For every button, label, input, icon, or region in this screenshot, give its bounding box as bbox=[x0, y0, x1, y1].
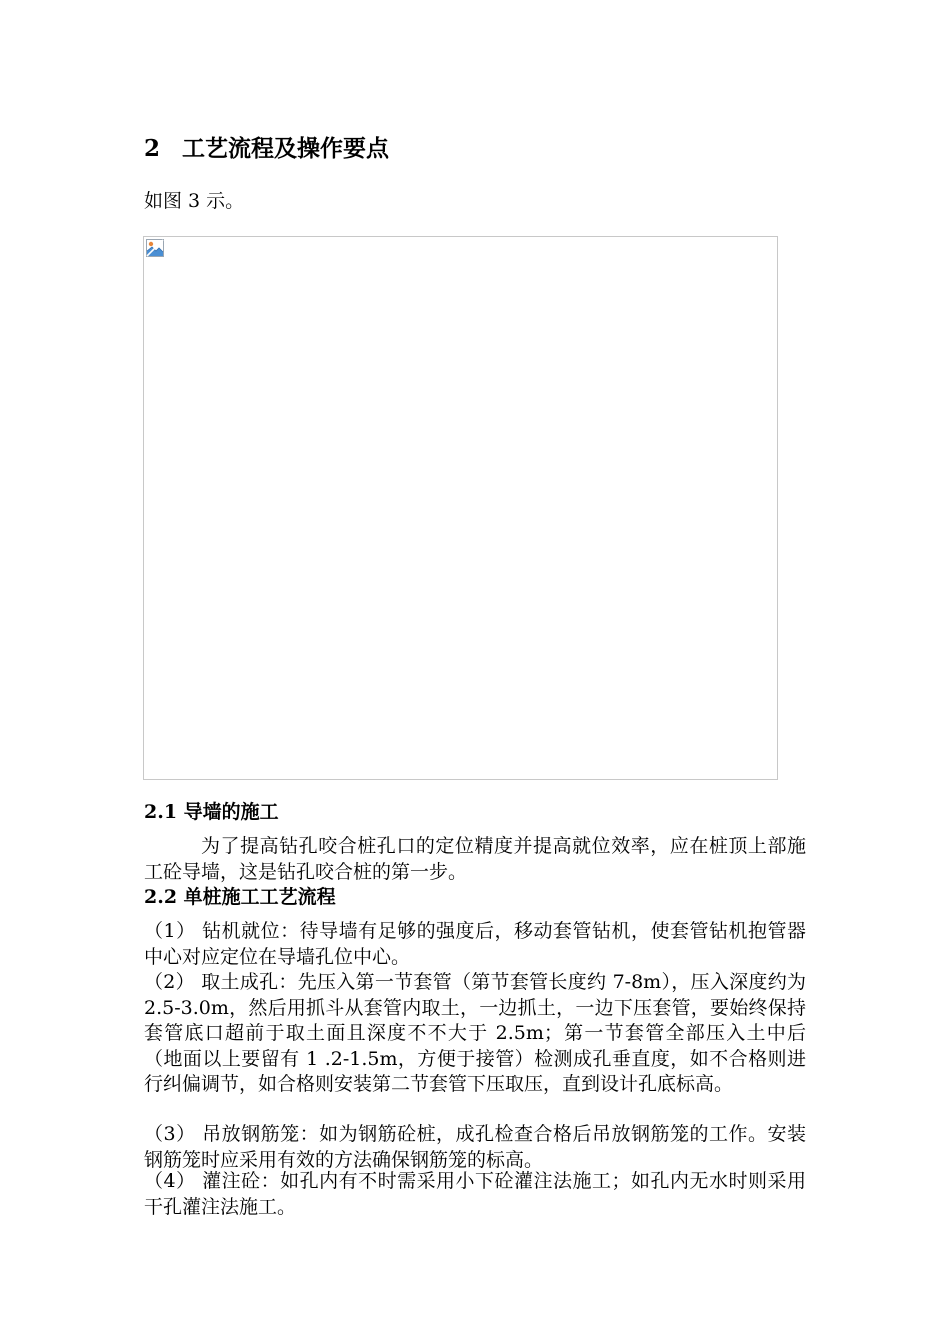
section-number: 2 bbox=[144, 135, 161, 162]
step-1: （1） 钻机就位：待导墙有足够的强度后，移动套管钻机，使套管钻机抱管器中心对应定位在导墙孔位中心。 bbox=[144, 920, 806, 968]
step-4: （4） 灌注砼：如孔内有不时需采用小下砼灌注法施工；如孔内无水时则采用干孔灌注法施工。 bbox=[144, 1170, 806, 1218]
figure-placeholder bbox=[143, 236, 778, 780]
broken-image-icon bbox=[146, 239, 164, 257]
subsection-heading-2-1: 2.1 导墙的施工 bbox=[144, 801, 279, 823]
subsection-heading-2-2: 2.2 单桩施工工艺流程 bbox=[144, 886, 336, 908]
intro-text: 如图 3 示。 bbox=[144, 190, 245, 212]
step-3: （3） 吊放钢筋笼：如为钢筋砼桩，成孔检查合格后吊放钢筋笼的工作。安装钢筋笼时应采用有效的方法确保钢筋笼的标高。 bbox=[144, 1123, 806, 1171]
paragraph-guide-wall: 为了提高钻孔咬合桩孔口的定位精度并提高就位效率，应在桩顶上部施工砼导墙，这是钻孔咬合桩的第一步。 bbox=[144, 835, 806, 883]
step-2: （2） 取土成孔：先压入第一节套管（第节套管长度约 7-8m），压入深度约为 2.5-3.0m，然后用抓斗从套管内取土，一边抓土，一边下压套管，要始终保持套管底口超前于取土面且深度不不大于 2.5m；第一节套管全部压入土中后（地面以上要留有 1 .2-1.5m，方便于接管）检测成孔垂直度，如不合格则进行纠偏调节，如合格则安装第二节套管下压取压，直到设计孔底标高。 bbox=[144, 971, 806, 1095]
section-heading bbox=[144, 132, 389, 166]
section-title: 工艺流程及操作要点 bbox=[182, 135, 390, 162]
